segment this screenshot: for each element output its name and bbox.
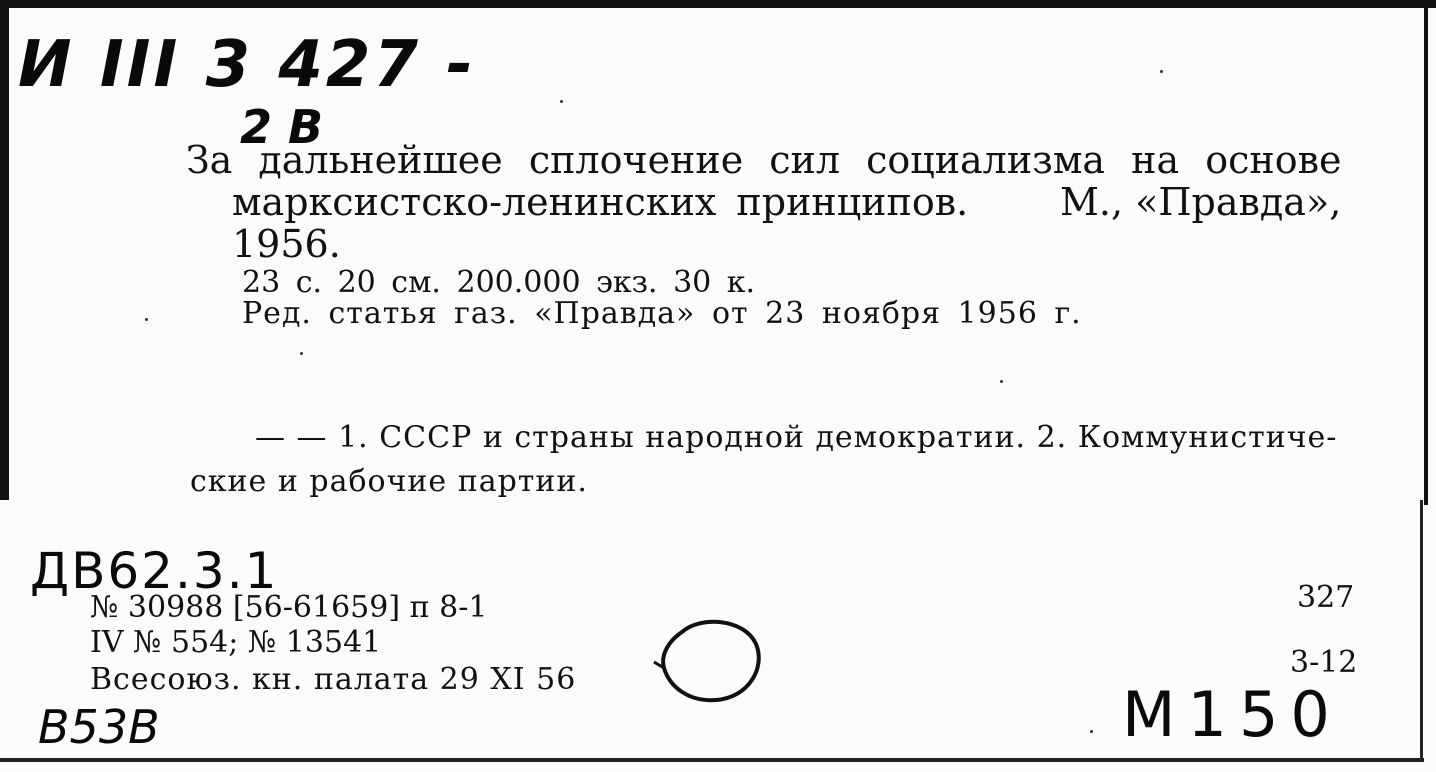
card-edge-right xyxy=(1424,0,1428,505)
right-number-2: 3-12 xyxy=(1290,645,1358,680)
handwritten-bottom-left: В53В xyxy=(38,700,160,754)
speck xyxy=(560,100,563,103)
speck xyxy=(300,352,303,355)
card-edge-bottom xyxy=(0,758,1424,762)
title-line-2: марксистско-ленинских принципов. xyxy=(232,180,969,224)
tracings-line-1: — — 1. СССР и страны народной демократии. 2. Коммунистиче- xyxy=(255,420,1338,455)
title-line-1: За дальнейшее сплочение сил социализма на основе xyxy=(186,138,1342,182)
handwritten-call-number: И III 3 427 - xyxy=(18,28,476,102)
card-edge-left xyxy=(0,0,9,500)
handwritten-call-number-sub: 2 В xyxy=(240,100,324,154)
right-number-1: 327 xyxy=(1297,580,1355,615)
card-edge-right-lower xyxy=(1420,500,1423,762)
speck xyxy=(1090,730,1093,733)
printing-line-3: Всесоюз. кн. палата 29 XI 56 xyxy=(90,662,577,697)
card-edge-top xyxy=(0,0,1436,8)
tracings-line-2: ские и рабочие партии. xyxy=(190,464,588,499)
speck xyxy=(1000,380,1003,383)
speck xyxy=(1160,70,1163,73)
printing-line-2: IV № 554; № 13541 xyxy=(90,625,382,660)
punch-hole-circle xyxy=(652,610,768,710)
publisher: М., «Правда», xyxy=(1060,180,1342,224)
physical-description: 23 с. 20 см. 200.000 экз. 30 к. xyxy=(242,265,756,300)
speck xyxy=(145,318,148,321)
note-line: Ред. статья газ. «Правда» от 23 ноября 1956 г. xyxy=(242,296,1082,331)
printing-line-1: № 30988 [56-61659] п 8-1 xyxy=(90,590,488,625)
handwritten-classification: ДВ62.3.1 xyxy=(30,542,279,600)
handwritten-bottom-right: М150 xyxy=(1122,678,1342,751)
publication-year: 1956. xyxy=(232,222,341,266)
